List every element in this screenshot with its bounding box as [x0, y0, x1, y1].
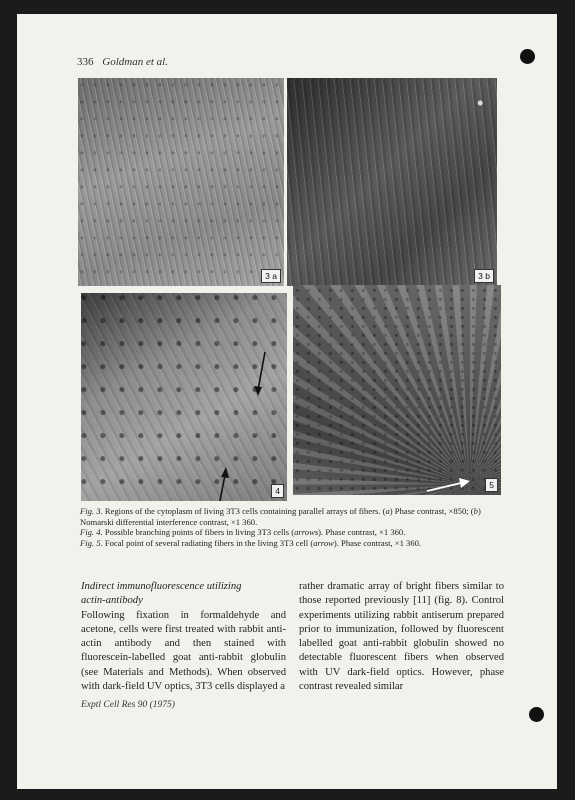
section-subheading: Indirect immunofluorescence utilizing [81, 581, 242, 592]
figure-3b-micrograph [287, 78, 497, 286]
body-paragraph-left: Following fixation in formaldehyde and acetone, cells were first treated with rabbit anti-actin antibody and then stained with fluorescein-labelled goat anti-rabbit globulin (see Materials and Methods). When observed with dark-field UV optics, 3T3 cells displayed a [81, 609, 286, 693]
figure-3a-micrograph [78, 78, 284, 286]
punch-hole-icon [520, 49, 535, 64]
caption-fig4: Fig. 4. Possible branching points of fibers in living 3T3 cells (arrows). Phase contrast, ×1 360. [80, 527, 406, 537]
figure-4-label: 4 [271, 484, 284, 498]
journal-page [17, 14, 557, 789]
arrow-icon [251, 348, 271, 398]
body-column-right [299, 580, 504, 694]
arrow-icon [423, 475, 473, 495]
figure-5-label: 5 [485, 478, 498, 492]
caption-fig3: Fig. 3. Regions of the cytoplasm of living 3T3 cells containing parallel arrays of fibers. (a) Phase contrast, ×850; (b) Nomarski differential interference contrast, ×1 360. [80, 506, 481, 527]
page-number: 336 [77, 56, 94, 68]
running-authors: Goldman et al. [102, 56, 168, 68]
punch-hole-icon [529, 707, 544, 722]
running-header [77, 56, 168, 68]
body-paragraph-right: rather dramatic array of bright fibers similar to those reported previously [11] (fig. 8). Control experiments utilizing rabbit antiserum prepared prior to immunization, followed by fluorescent labelled goat anti-rabbit globulin showed no detectable fluorescent fibers when observed with UV dark-field optics. However, phase contrast revealed similar [299, 581, 504, 693]
body-column-left [81, 580, 286, 694]
figure-3a-label: 3 a [261, 269, 281, 283]
figure-captions [80, 506, 510, 548]
arrow-icon [213, 465, 233, 501]
journal-footer: Exptl Cell Res 90 (1975) [81, 700, 175, 710]
figure-5-micrograph [293, 285, 501, 495]
figure-3b-label: 3 b [474, 269, 494, 283]
section-subheading-cont: actin-antibody [81, 595, 143, 607]
caption-fig5: Fig. 5. Focal point of several radiating fibers in the living 3T3 cell (arrow). Phase contrast, ×1 360. [80, 537, 422, 548]
figure-4-micrograph [81, 293, 287, 501]
